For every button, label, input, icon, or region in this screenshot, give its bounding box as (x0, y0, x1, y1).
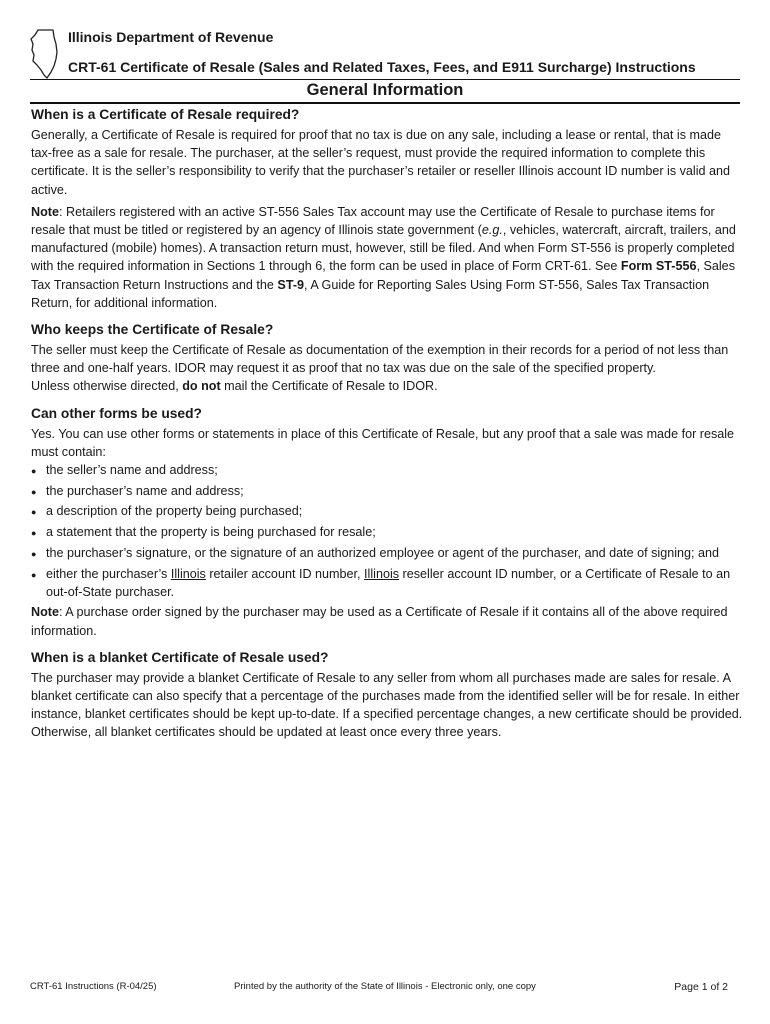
heading-blanket-certificate: When is a blanket Certificate of Resale used? (31, 649, 329, 665)
page-number: Page 1 of 2 (674, 981, 728, 993)
note-retailers: Note: Retailers registered with an active ST-556 Sales Tax account may use the Certificate of Resale to purchase items for resale that must be titled or registered by an agency of Illinois state government (e.g., vehicles, watercraft, aircraft, trailers, and manufactured (mobile) homes). A transaction return must, however, still be filed. And when Form ST-556 is properly completed with the required information in Sections 1 through 6, the form can be used in place of Form CRT-61. See Form ST-556, Sales Tax Transaction Return Instructions and the ST-9, A Guide for Reporting Sales Using Form ST-556, Sales Tax Transaction Return, for additional information. (31, 204, 736, 310)
note-purchase-order: Note: A purchase order signed by the purchaser may be used as a Certificate of Resale if it contains all of the above required information. (31, 605, 728, 638)
paragraph-blanket-certificate: The purchaser may provide a blanket Certificate of Resale to any seller from whom all purchases made are sales for resale. A blanket certificate can also specify that a percentage of the purchases made from the identified seller will be for resale. In either instance, blanket certificates should be kept up-to-date. If a specified percentage changes, a new certificate should be provided. Otherwise, all blanket certificates should be updated at least once every three years. (31, 670, 743, 740)
list-item: ● a description of the property being purchased; (31, 502, 743, 520)
heading-other-forms: Can other forms be used? (31, 405, 202, 421)
section-divider (30, 102, 740, 104)
list-item: ● either the purchaser’s Illinois retailer account ID number, Illinois reseller account ID number, or a Certificate of Resale to an out-of-State purchaser. (31, 565, 743, 601)
note-label: Note (31, 204, 59, 219)
header-divider (30, 79, 740, 80)
required-info-list (31, 461, 743, 601)
agency-name: Illinois Department of Revenue (68, 29, 274, 45)
paragraph-when-required: Generally, a Certificate of Resale is required for proof that no tax is due on any sale, including a lease or rental, that is made tax-free as a sale for resale. The purchaser, at the seller’s request, must provide the required information to complete this certificate. It is the seller’s responsibility to verify that the purchaser’s retailer or reseller Illinois account ID number is valid and active. (31, 128, 731, 197)
note-label: Note (31, 605, 59, 620)
paragraph-who-keeps: The seller must keep the Certificate of Resale as documentation of the exemption in their records for a period of not less than three and one-half years. IDOR may request it as proof that no tax was due on the sale of the specified property. (31, 343, 729, 376)
list-item: ● the purchaser’s name and address; (31, 482, 743, 500)
illinois-state-outline-icon (29, 28, 61, 80)
st9-ref: ST-9 (277, 277, 305, 292)
instructions-body (31, 105, 743, 742)
list-item: ● a statement that the property is being purchased for resale; (31, 523, 743, 541)
section-title: General Information (306, 81, 464, 99)
paragraph-other-forms: Yes. You can use other forms or statements in place of this Certificate of Resale, but any proof that a sale was made for resale must contain: (31, 426, 735, 459)
heading-when-required: When is a Certificate of Resale required? (31, 107, 300, 122)
heading-who-keeps: Who keeps the Certificate of Resale? (31, 322, 274, 338)
printing-authority: Printed by the authority of the State of Illinois - Electronic only, one copy (234, 981, 536, 992)
paragraph-do-not-mail: Unless otherwise directed, do not mail the Certificate of Resale to IDOR. (31, 379, 438, 394)
form-title: CRT-61 Certificate of Resale (Sales and Related Taxes, Fees, and E911 Surcharge) Instructions (68, 59, 696, 75)
list-item: ● the seller’s name and address; (31, 461, 743, 479)
form-st556-ref: Form ST-556 (620, 259, 697, 274)
form-revision: CRT-61 Instructions (R-04/25) (30, 981, 157, 992)
list-item: ● the purchaser’s signature, or the signature of an authorized employee or agent of the purchaser, and date of signing; and (31, 544, 743, 562)
